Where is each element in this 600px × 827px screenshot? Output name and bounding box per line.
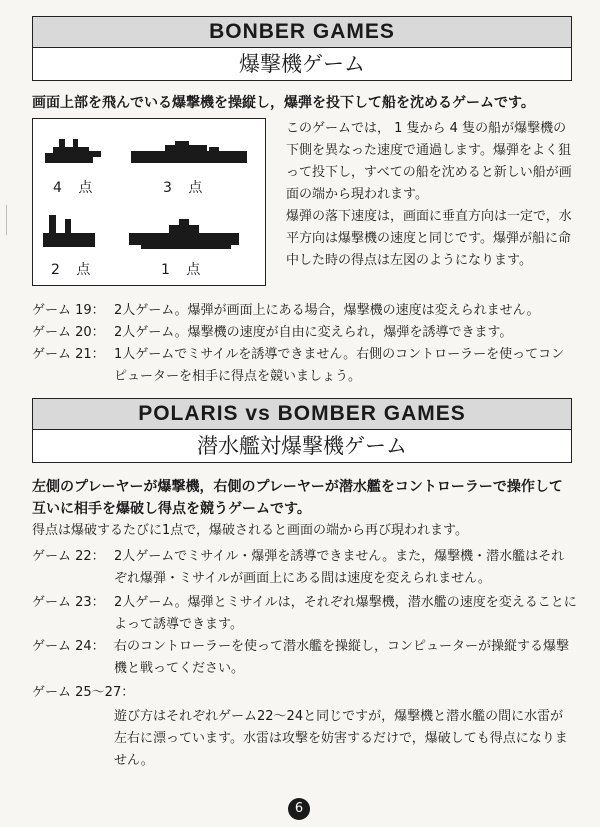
game-19-text: 2人ゲーム。爆弾が画面上にある場合，爆撃機の速度は変えられません。 [114,303,540,318]
ship-1pt-label: 1 点 [161,262,207,278]
section1-description-2: 爆弾の落下速度は，画面に垂直方向は一定で，水平方向は爆撃機の速度と同じです。爆弾が船に命中した時の得点は左図のようになります。 [286,209,572,268]
page-number: 6 [288,798,310,820]
section1-title-jp: 爆撃機ゲーム [239,52,365,76]
section2-title-box [32,398,572,463]
game-20-text: 2人ゲーム。爆撃機の速度が自由に変えられ，爆弾を誘導できます。 [114,325,513,340]
game-20-label: ゲーム 20： [32,325,105,340]
game-22-label: ゲーム 22： [32,549,105,564]
game-24-text: 右のコントローラーを使って潜水艦を操縦し，コンピューターが操縦する爆撃機と戦ってください。 [114,639,570,676]
section2-title-en: POLARIS vs BOMBER GAMES [33,399,571,430]
ship-4pt-label: 4 点 [53,180,99,196]
page-edge-mark [0,205,7,235]
game-25-27-text: 遊び方はそれぞれゲーム22～24と同じですが，爆撃機と潜水艦の間に水雷が左右に漂っています。水雷は攻撃を妨害するだけで，爆破しても得点になりません。 [114,709,568,768]
section2-title-jp: 潜水艦対爆撃機ゲーム [197,434,407,458]
game-23-label: ゲーム 23： [32,595,105,610]
game-24-label: ゲーム 24： [32,639,105,654]
ship-3pt-label: 3 点 [163,180,209,196]
game-21-text: 1人ゲームでミサイルを誘導できません。右側のコントローラーを使ってコンピューターを相手に得点を競いましょう。 [114,347,565,384]
game-25-27-label: ゲーム 25～27： [32,685,135,700]
game-21-label: ゲーム 21： [32,347,105,362]
section2-note: 得点は爆破するたびに1点で，爆破されると画面の端から再び現われます。 [32,523,468,538]
ship-2pt-icon [43,215,103,255]
section1-title-en: BONBER GAMES [33,17,571,48]
game-22-text: 2人ゲームでミサイル・爆弾を誘導できません。また，爆撃機・潜水艦はそれぞれ爆弾・ミサイルが画面上にある間は速度を変えられません。 [114,549,565,586]
ship-points-figure [32,118,266,286]
game-19-label: ゲーム 19： [32,303,105,318]
section2-lead: 左側のプレーヤーが爆撃機，右側のプレーヤーが潜水艦をコントローラーで操作して互いに相手を爆破し得点を競うゲームです。 [32,479,563,517]
ship-4pt-icon [45,137,105,171]
game-23-text: 2人ゲーム。爆弾とミサイルは，それぞれ爆撃機，潜水艦の速度を変えることによって誘導できます。 [114,595,577,632]
ship-2pt-label: 2 点 [51,262,97,278]
section1-title-box [32,16,572,81]
section1-description-1: このゲームでは， 1 隻から 4 隻の船が爆撃機の下側を異なった速度で通過します。爆弾をよく狙って投下し，すべての船を沈めると新しい船が画面の端から現われます。 [286,121,572,202]
ship-3pt-icon [131,141,251,171]
section1-lead: 画面上部を飛んでいる爆撃機を操縦し，爆弾を投下して船を沈めるゲームです。 [32,95,535,111]
ship-1pt-icon [129,219,253,255]
